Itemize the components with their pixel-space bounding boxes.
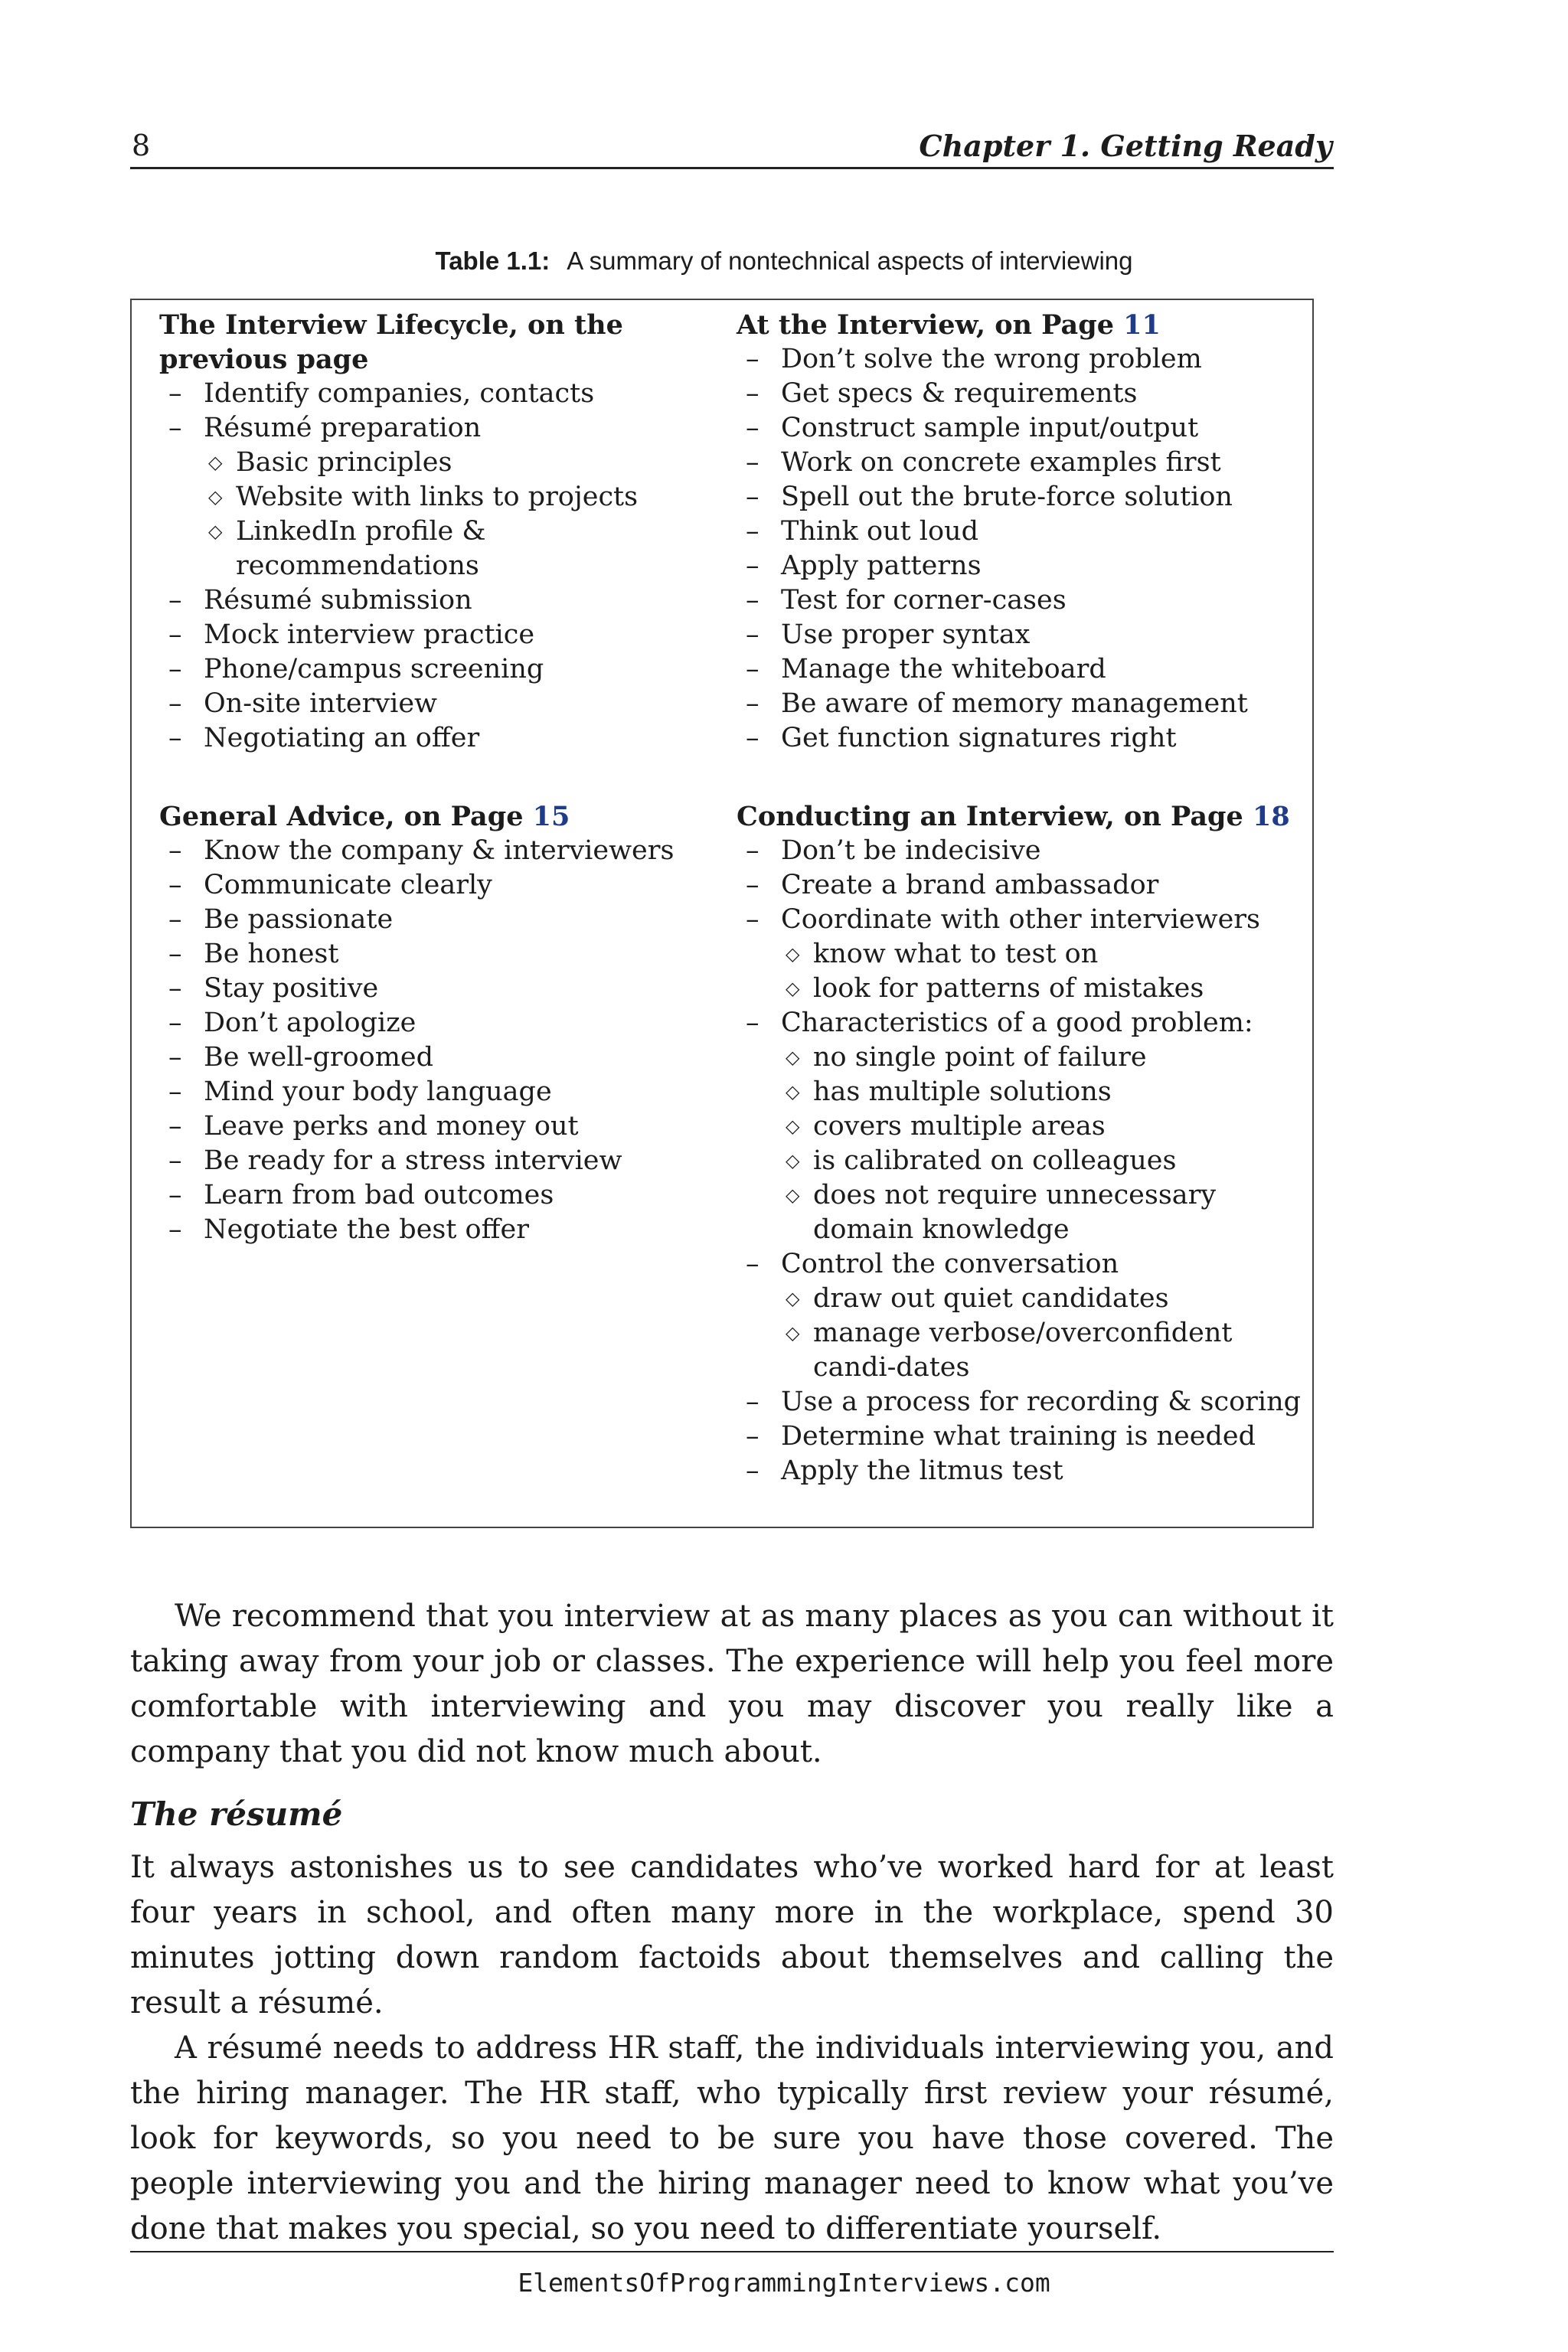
list-item [159,1040,710,1075]
list-item-text: Résumé submission [204,585,472,616]
list-item [737,652,1303,687]
page-number: 8 [132,129,151,162]
list-item [737,834,1303,868]
body-text [130,1594,1334,2252]
list-item [159,1006,710,1040]
list-item-text: Control the conversation [781,1249,1119,1279]
list-item [737,687,1303,721]
list-item-text: Negotiate the best offer [204,1214,529,1245]
sub-list [204,446,710,583]
list-item-text: Create a brand ambassador [781,870,1159,900]
sub-list-item: ◇ Basic principles [204,446,710,480]
list-item [737,1247,1303,1385]
sub-list [781,937,1303,1006]
list-item-text: Test for corner-cases [781,585,1067,616]
list-item-text: Construct sample input/output [781,413,1199,443]
list-item-text: Be aware of memory management [781,688,1248,719]
list-item-text: Apply patterns [781,550,982,581]
sub-list-item: ◇ know what to test on [781,937,1303,972]
list-item [159,618,710,652]
list-item [159,1213,710,1247]
page-link[interactable]: 18 [1252,801,1290,832]
list-item [737,514,1303,549]
list-item [737,446,1303,480]
sub-list-item: ◇ no single point of failure [781,1040,1303,1075]
table-caption-label: Table 1.1: [435,247,550,275]
list-item-text: Be honest [204,939,339,969]
lifecycle-list [159,377,710,756]
list-item-text: Mock interview practice [204,619,535,650]
list-item-text: Use a process for recording & scoring [781,1387,1302,1417]
list-item-text: Mind your body language [204,1076,552,1107]
section-title-text: The Interview Lifecycle, on the previous page [159,309,623,375]
list-item [159,583,710,618]
sub-list-item: ◇ does not require unnecessary domain knowledge [781,1178,1303,1247]
sub-list-item: ◇ LinkedIn profile & recommendations [204,514,710,583]
list-item [737,1006,1303,1247]
list-item [737,721,1303,756]
sub-list-item: ◇ manage verbose/overconfident candi-dates [781,1316,1303,1385]
list-item [159,721,710,756]
list-item-text: Be well-groomed [204,1042,434,1073]
general-advice-list [159,834,710,1247]
list-item-text: Identify companies, contacts [204,378,595,409]
list-item-text: Get function signatures right [781,723,1177,753]
footer-rule [130,2251,1334,2252]
list-item [159,834,710,868]
list-item [159,1075,710,1109]
conducting-section [737,799,1303,1488]
list-item [737,1419,1303,1454]
list-item [159,687,710,721]
sub-list-item: ◇ look for patterns of mistakes [781,972,1303,1006]
list-item [159,1178,710,1213]
paragraph: We recommend that you interview at as many places as you can without it taking away from your job or classes. The experience will help you feel more comfortable with interviewing and you may discover you really like a company that you did not know much about. [130,1599,1334,1769]
list-item [737,1385,1303,1419]
list-item [737,342,1303,377]
page-link[interactable]: 11 [1123,309,1161,341]
chapter-title: Chapter 1. Getting Ready [919,129,1332,163]
section-title-text: Conducting an Interview, on Page [737,801,1253,832]
section-title [159,799,710,834]
list-item-text: Be passionate [204,904,394,935]
list-item-text: Use proper syntax [781,619,1031,650]
conducting-list [737,834,1303,1488]
section-heading: The résumé [130,1795,343,1833]
list-item-text: Leave perks and money out [204,1111,579,1142]
list-item-text: Think out loud [781,516,978,547]
sub-list-item: ◇ has multiple solutions [781,1075,1303,1109]
list-item [159,868,710,903]
at-interview-section [737,308,1303,756]
table-caption [0,247,1568,276]
list-item-text: Résumé preparation [204,413,482,443]
list-item-text: Know the company & interviewers [204,835,675,866]
list-item-text: Characteristics of a good problem: [781,1008,1253,1038]
page-link[interactable]: 15 [532,801,570,832]
list-item-text: Work on concrete examples first [781,447,1221,478]
list-item-text: Manage the whiteboard [781,654,1106,684]
list-item [159,903,710,937]
list-item-text: Be ready for a stress interview [204,1145,622,1176]
list-item [737,618,1303,652]
list-item [737,583,1303,618]
list-item-text: Communicate clearly [204,870,492,900]
summary-table [130,299,1314,1528]
section-title-text: At the Interview, on Page [737,309,1124,341]
list-item [737,868,1303,903]
list-item-text: Spell out the brute-force solution [781,482,1233,512]
table-caption-text: A summary of nontechnical aspects of interviewing [567,247,1133,275]
list-item [737,549,1303,583]
list-item [159,972,710,1006]
general-advice-section [159,799,710,1247]
section-title [737,799,1303,834]
section-title-text: General Advice, on Page [159,801,533,832]
list-item [737,903,1303,1006]
section-title [737,308,1303,342]
list-item-text: Determine what training is needed [781,1421,1256,1452]
footer-url[interactable]: ElementsOfProgrammingInterviews.com [518,2268,1050,2298]
list-item-text: Stay positive [204,973,379,1004]
list-item [159,1109,710,1144]
sub-list [781,1282,1303,1385]
list-item [159,1144,710,1178]
list-item-text: Don’t apologize [204,1008,416,1038]
section-title [159,308,710,377]
paragraph: A résumé needs to address HR staff, the individuals interviewing you, and the hiring manager. The HR staff, who typically first review your résumé, look for keywords, so you need to be sure you have those covered. The people interviewing you and the hiring manager need to know what you’ve done that makes you special, so you need to differentiate yourself. [130,2030,1334,2246]
list-item-text: Apply the litmus test [781,1455,1063,1486]
list-item [737,411,1303,446]
running-header [130,129,1334,169]
list-item-text: Phone/campus screening [204,654,544,684]
list-item [159,652,710,687]
list-item-text: Learn from bad outcomes [204,1180,554,1210]
paragraph: It always astonishes us to see candidates who’ve worked hard for at least four years in school, and often many more in the workplace, spend 30 minutes jotting down random factoids about themselves and calling the result a résumé. [130,1850,1334,2020]
list-item [737,480,1303,514]
list-item [159,377,710,411]
list-item [737,1454,1303,1488]
list-item [159,937,710,972]
list-item-text: Coordinate with other interviewers [781,904,1260,935]
sub-list-item: ◇ draw out quiet candidates [781,1282,1303,1316]
list-item [159,411,710,583]
list-item-text: Don’t be indecisive [781,835,1041,866]
sub-list-item: ◇ Website with links to projects [204,480,710,514]
sub-list-item: ◇ covers multiple areas [781,1109,1303,1144]
list-item-text: Negotiating an offer [204,723,480,753]
sub-list-item: ◇ is calibrated on colleagues [781,1144,1303,1178]
list-item-text: On-site interview [204,688,438,719]
list-item [737,377,1303,411]
sub-list [781,1040,1303,1247]
lifecycle-section [159,308,710,756]
list-item-text: Don’t solve the wrong problem [781,344,1202,374]
at-interview-list [737,342,1303,756]
list-item-text: Get specs & requirements [781,378,1138,409]
